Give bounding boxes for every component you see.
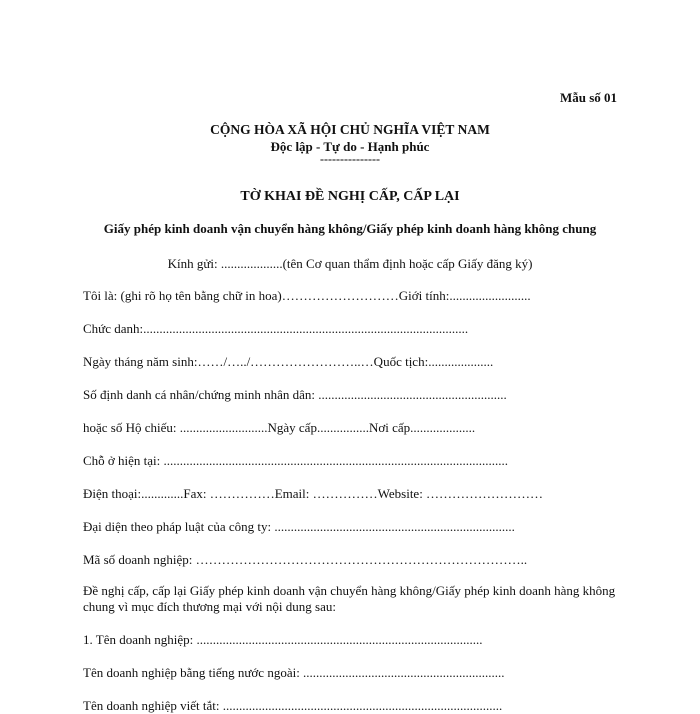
field-enterprise-foreign-name: Tên doanh nghiệp bằng tiếng nước ngoài: ..............................................................	[83, 665, 505, 680]
nation-heading: CỘNG HÒA XÃ HỘI CHỦ NGHĨA VIỆT NAM	[210, 122, 490, 137]
form-number: Mẫu số 01	[559, 90, 617, 105]
recipient-line: Kính gửi: ...................(tên Cơ quan thẩm định hoặc cấp Giấy đăng ký)	[167, 256, 533, 271]
field-birthdate-nationality: Ngày tháng năm sinh:……/…../……………………..…Quốc tịch:....................	[83, 354, 494, 369]
document-subtitle: Giấy phép kinh doanh vận chuyển hàng không/Giấy phép kinh doanh hàng không chung	[103, 221, 597, 236]
document-title: TỜ KHAI ĐỀ NGHỊ CẤP, CẤP LẠI	[240, 189, 460, 204]
field-enterprise-code: Mã số doanh nghiệp: …………………………………………………………………..	[83, 552, 528, 567]
request-paragraph: Đề nghị cấp, cấp lại Giấy phép kinh doanh vận chuyển hàng không/Giấy phép kinh doanh hàng không chung vì mục đích thương mại với nội dung sau:	[83, 583, 616, 614]
field-position: Chức danh:....................................................................................................	[83, 321, 469, 336]
field-current-residence: Chỗ ở hiện tại: ..........................................................................................................	[83, 453, 509, 468]
field-enterprise-short-name: Tên doanh nghiệp viết tắt: ......................................................................................	[83, 698, 503, 713]
field-contact: Điện thoại:.............Fax: ……………Email: ……………Website: ………………………	[83, 486, 544, 501]
field-legal-representative: Đại diện theo pháp luật của công ty: ..........................................................................	[83, 519, 515, 534]
field-full-name: Tôi là: (ghi rõ họ tên bằng chữ in hoa)………………………Giới tính:.........................	[83, 288, 531, 303]
motto: Độc lập - Tự do - Hạnh phúc	[270, 139, 430, 154]
field-personal-id: Số định danh cá nhân/chứng minh nhân dân: ..........................................................	[83, 387, 507, 402]
field-enterprise-name: 1. Tên doanh nghiệp: ........................................................................................	[83, 632, 483, 647]
header-separator: ---------------	[320, 152, 380, 166]
field-passport: hoặc số Hộ chiếu: ...........................Ngày cấp................Nơi cấp....................	[83, 420, 476, 435]
